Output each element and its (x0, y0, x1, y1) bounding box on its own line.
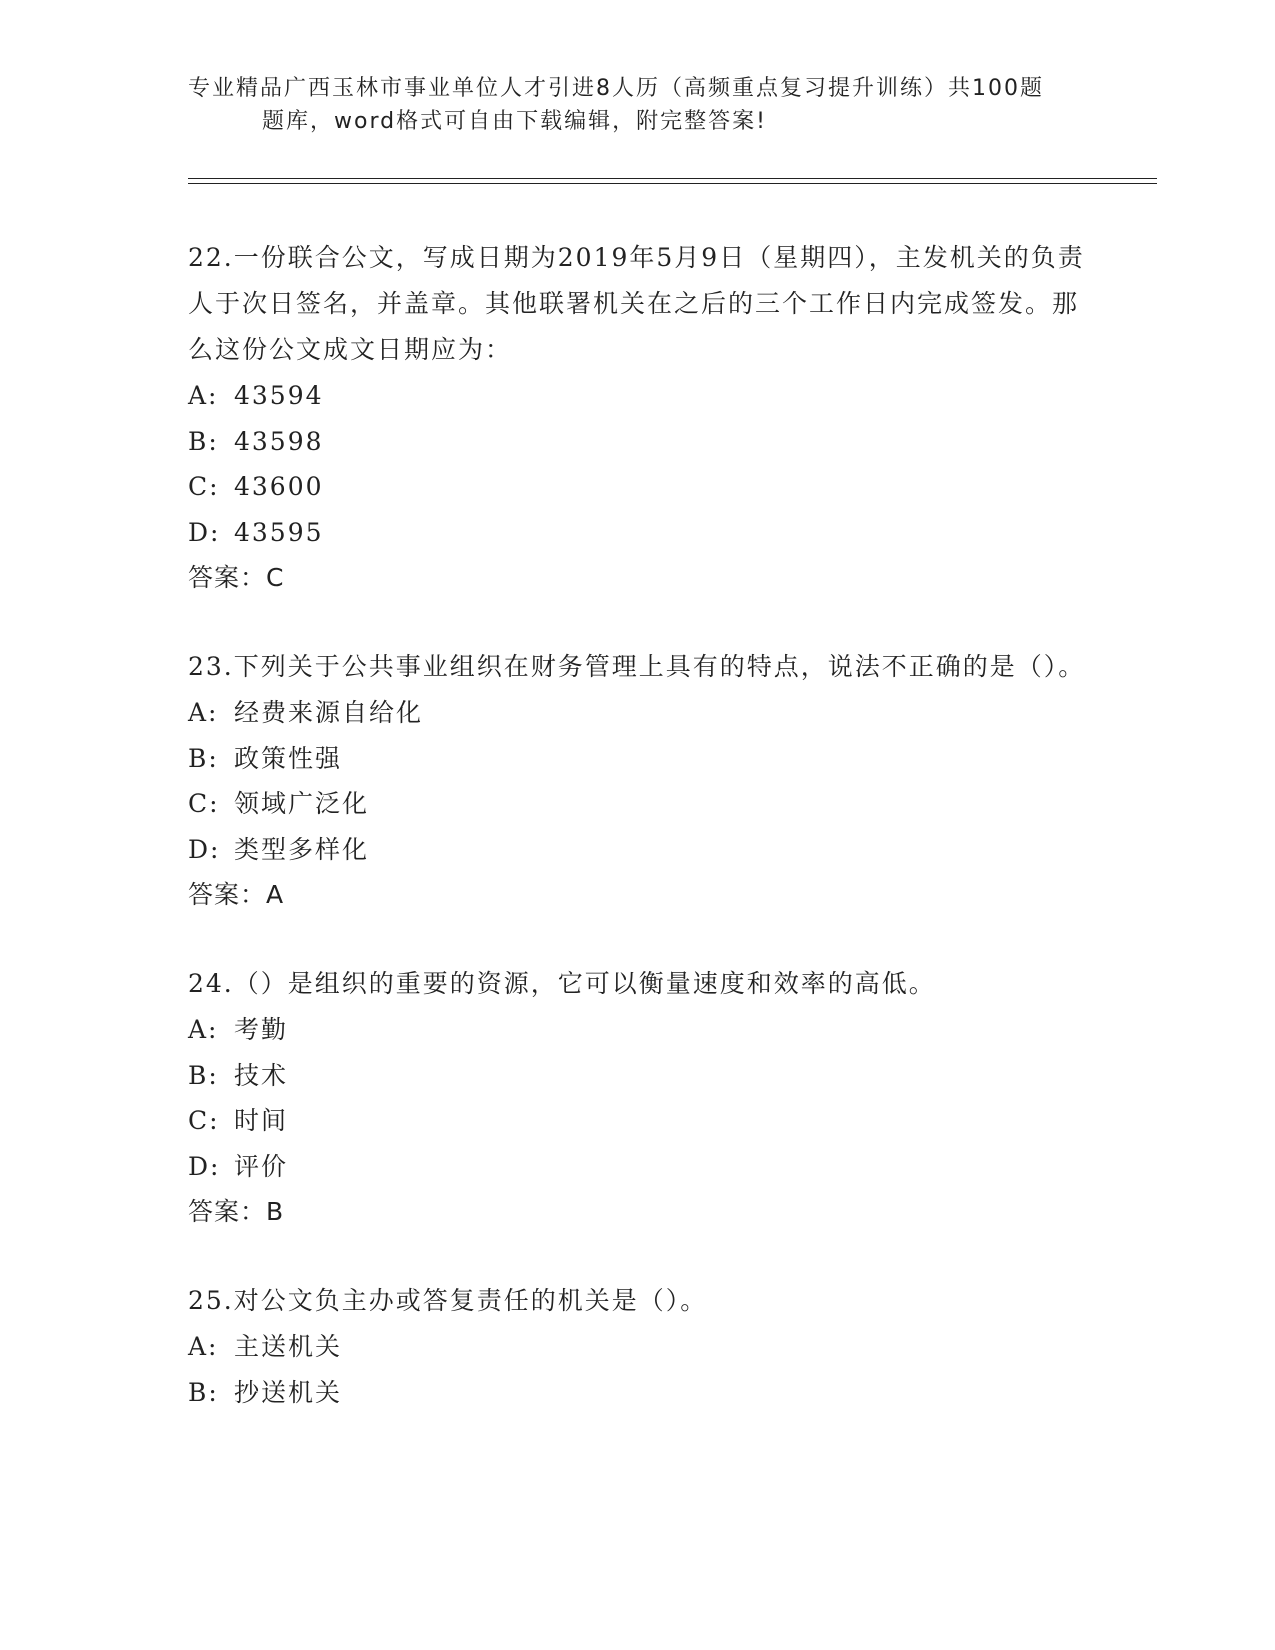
option-key: B: (188, 1060, 219, 1090)
option-b (188, 419, 1088, 465)
option-a (188, 373, 1088, 419)
question-list (188, 235, 1088, 1458)
option-d (188, 510, 1088, 556)
option-value: 43600 (234, 472, 324, 501)
option-d (188, 1144, 1088, 1190)
option-b (188, 1053, 1088, 1099)
header-line-1: 专业精品广西玉林市事业单位人才引进8人历（高频重点复习提升训练）共100题 (188, 76, 1044, 101)
option-key: D: (188, 1151, 221, 1181)
option-value: 抄送机关 (234, 1377, 343, 1407)
option-value: 类型多样化 (234, 834, 370, 864)
header-line-2: 题库，word格式可自由下载编辑，附完整答案! (262, 109, 767, 134)
option-value: 43598 (234, 426, 324, 456)
question-23 (188, 644, 1088, 918)
option-key: B: (188, 1377, 219, 1407)
option-key: C: (188, 789, 220, 818)
option-a (188, 1007, 1088, 1053)
option-a (188, 690, 1088, 736)
option-key: C: (188, 1106, 220, 1135)
option-a (188, 1324, 1088, 1370)
question-text: 24.（）是组织的重要的资源，它可以衡量速度和效率的高低。 (188, 969, 936, 998)
answer-text: 答案：C (188, 563, 285, 592)
option-c (188, 781, 1088, 827)
option-c (188, 464, 1088, 510)
question-text: 23.下列关于公共事业组织在财务管理上具有的特点，说法不正确的是（）。 (188, 652, 1086, 681)
option-value: 经费来源自给化 (234, 698, 424, 727)
option-key: C: (188, 472, 220, 501)
header-divider-bottom (188, 183, 1157, 184)
header-divider-top (188, 178, 1157, 179)
option-key: D: (188, 517, 221, 547)
option-value: 领域广泛化 (234, 789, 370, 818)
option-value: 考勤 (234, 1015, 289, 1044)
option-value: 评价 (234, 1151, 289, 1181)
question-25 (188, 1278, 1088, 1415)
option-d (188, 827, 1088, 873)
question-22 (188, 235, 1088, 601)
question-24 (188, 961, 1088, 1235)
option-c (188, 1098, 1088, 1144)
option-value: 43595 (234, 517, 324, 547)
question-text: 25.对公文负主办或答复责任的机关是（）。 (188, 1286, 708, 1315)
option-key: A: (188, 1015, 219, 1044)
option-key: B: (188, 426, 219, 456)
option-value: 43594 (234, 381, 324, 410)
document-header (188, 72, 1088, 138)
option-key: D: (188, 834, 221, 864)
option-key: A: (188, 1332, 219, 1361)
option-value: 时间 (234, 1106, 289, 1135)
option-value: 技术 (234, 1060, 289, 1090)
option-value: 主送机关 (234, 1332, 343, 1361)
option-b (188, 736, 1088, 782)
answer-text: 答案：B (188, 1197, 285, 1226)
option-key: B: (188, 743, 219, 773)
option-b (188, 1370, 1088, 1416)
option-key: A: (188, 381, 219, 410)
question-text: 22.一份联合公文，写成日期为2019年5月9日（星期四），主发机关的负责人于次日签名，并盖章。其他联署机关在之后的三个工作日内完成签发。那么这份公文成文日期应为： (188, 243, 1085, 364)
option-key: A: (188, 698, 219, 727)
option-value: 政策性强 (234, 743, 343, 773)
answer-text: 答案：A (188, 880, 285, 909)
